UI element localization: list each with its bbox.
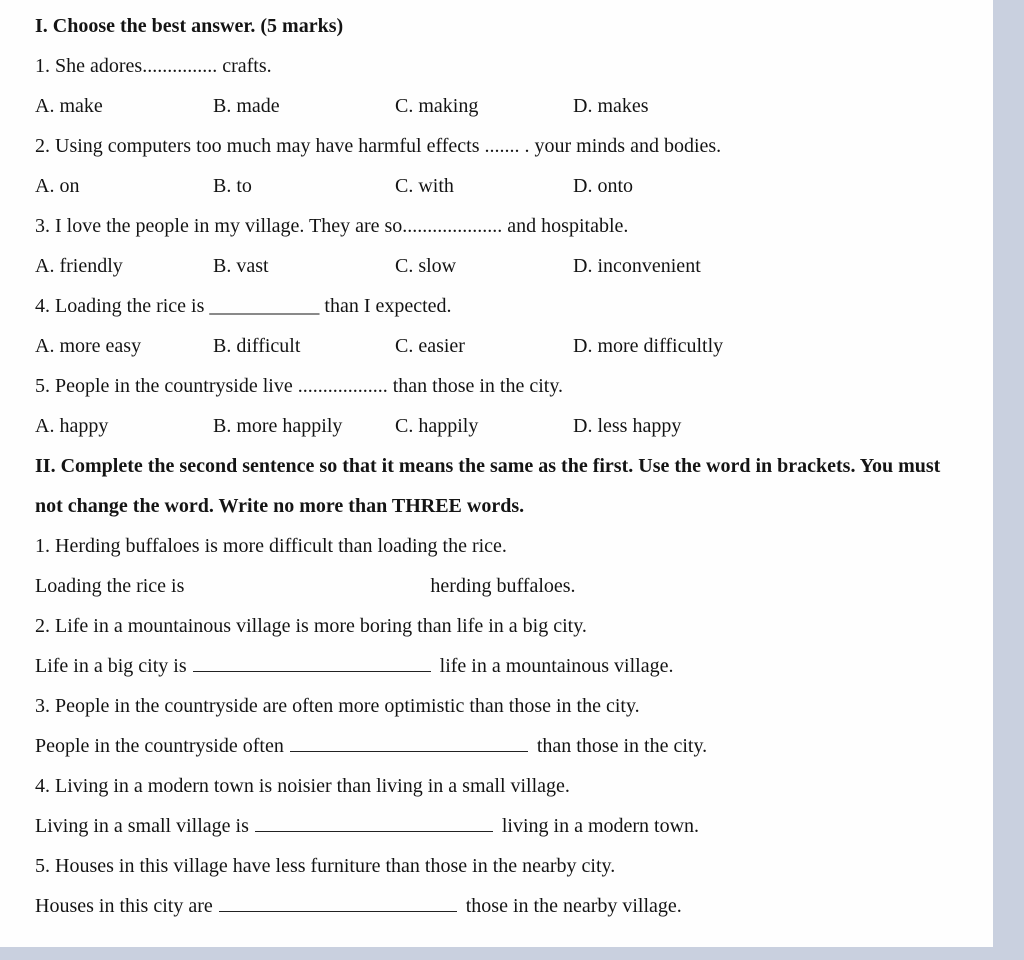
option-d: D. inconvenient: [573, 255, 701, 277]
rewrite-3-answer: [35, 726, 993, 766]
rewrite-5-prompt: 5. Houses in this village have less furniture than those in the nearby city.: [35, 855, 616, 877]
question-5-text: 5. People in the countryside live .................. than those in the city.: [35, 375, 564, 397]
answer-post: living in a modern town.: [501, 815, 700, 837]
option-a: A. happy: [35, 415, 109, 437]
rewrite-4-prompt: 4. Living in a modern town is noisier than living in a small village.: [35, 775, 570, 797]
answer-pre: Houses in this city are: [35, 895, 213, 917]
option-d: D. less happy: [573, 415, 682, 437]
option-c: C. happily: [395, 415, 479, 437]
question-4-text: 4. Loading the rice is ___________ than I expected.: [35, 295, 452, 317]
option-c: C. slow: [395, 255, 457, 277]
rewrite-2-prompt: 2. Life in a mountainous village is more boring than life in a big city.: [35, 615, 587, 637]
answer-post: than those in the city.: [536, 735, 708, 757]
option-a: A. friendly: [35, 255, 123, 277]
rewrite-2-answer: [35, 646, 993, 686]
section2-heading: II. Complete the second sentence so that it means the same as the first. Use the word in brackets. You must not change the word. Write no more than THREE words.: [35, 455, 941, 517]
rewrite-4-answer: [35, 806, 993, 846]
option-d: D. onto: [573, 175, 633, 197]
option-b: B. made: [213, 95, 280, 117]
option-b: B. vast: [213, 255, 269, 277]
rewrite-1-answer: [35, 566, 993, 606]
option-d: D. makes: [573, 95, 649, 117]
option-b: B. to: [213, 175, 252, 197]
question-1-text: 1. She adores............... crafts.: [35, 55, 272, 77]
question-4-options: [35, 326, 993, 366]
option-c: C. with: [395, 175, 454, 197]
option-a: A. make: [35, 95, 103, 117]
question-5-options: [35, 406, 993, 446]
option-a: A. on: [35, 175, 80, 197]
answer-post: life in a mountainous village.: [439, 655, 674, 677]
option-c: C. easier: [395, 335, 465, 357]
answer-post: those in the nearby village.: [465, 895, 682, 917]
rewrite-3-prompt: 3. People in the countryside are often more optimistic than those in the city.: [35, 695, 640, 717]
question-2-options: [35, 166, 993, 206]
option-a: A. more easy: [35, 335, 142, 357]
answer-pre: Loading the rice is: [35, 575, 185, 597]
option-b: B. more happily: [213, 415, 343, 437]
rewrite-1-prompt: 1. Herding buffaloes is more difficult than loading the rice.: [35, 535, 507, 557]
question-3-options: [35, 246, 993, 286]
answer-post: herding buffaloes.: [430, 575, 576, 597]
question-2-text: 2. Using computers too much may have harmful effects ....... . your minds and bodies.: [35, 135, 722, 157]
answer-blank: [219, 911, 457, 912]
answer-blank: [193, 671, 431, 672]
answer-pre: Living in a small village is: [35, 815, 249, 837]
answer-blank: [255, 831, 493, 832]
option-d: D. more difficultly: [573, 335, 724, 357]
question-3-text: 3. I love the people in my village. They are so.................... and hospitable.: [35, 215, 629, 237]
answer-pre: Life in a big city is: [35, 655, 187, 677]
rewrite-5-answer: [35, 886, 993, 926]
section1-heading: I. Choose the best answer. (5 marks): [35, 15, 344, 37]
option-b: B. difficult: [213, 335, 301, 357]
option-c: C. making: [395, 95, 479, 117]
answer-pre: People in the countryside often: [35, 735, 284, 757]
answer-blank: [290, 751, 528, 752]
question-1-options: [35, 86, 993, 126]
